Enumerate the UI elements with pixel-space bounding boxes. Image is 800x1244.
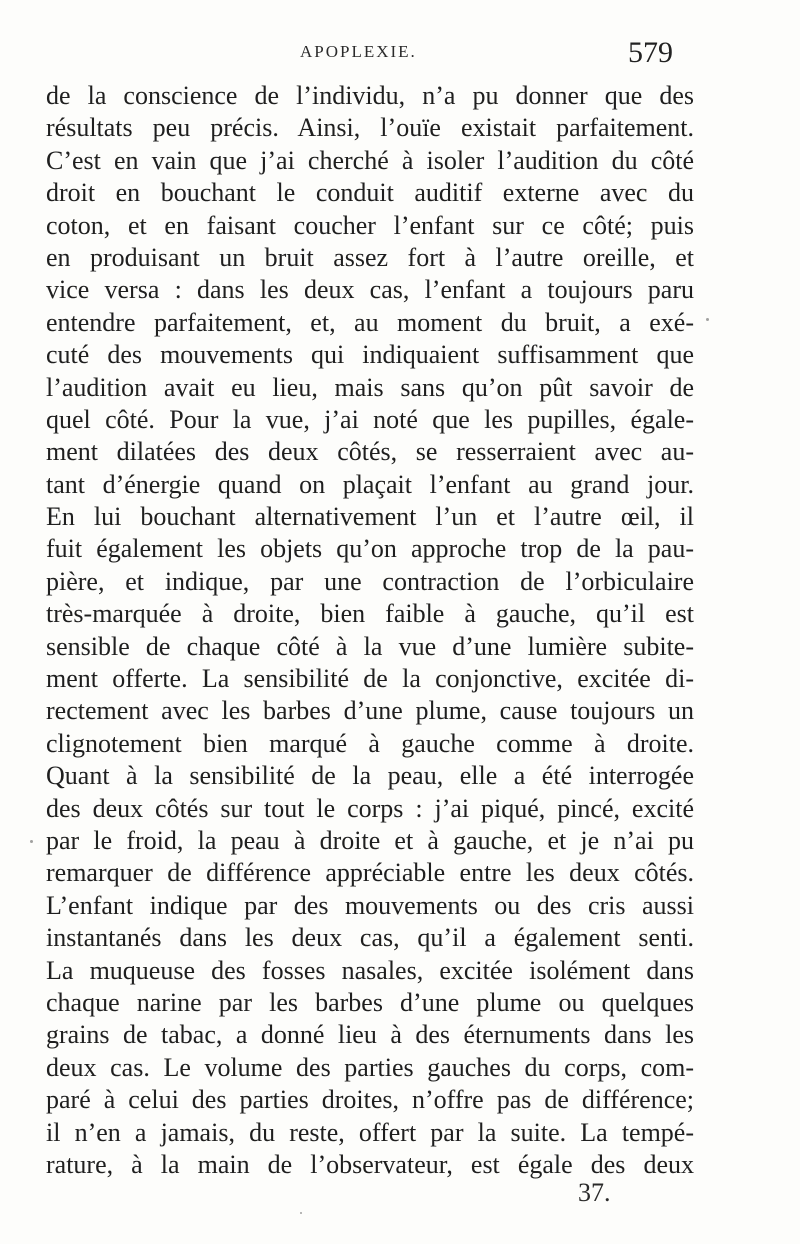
- text-line: rectement avec les barbes d’une plume, cause toujours un: [46, 696, 694, 726]
- text-line: des deux côtés sur tout le corps : j’ai piqué, pincé, excité: [46, 793, 694, 823]
- print-speck: [300, 1212, 302, 1214]
- text-line: L’enfant indique par des mouvements ou des cris aussi: [46, 890, 694, 920]
- text-line: Quant à la sensibilité de la peau, elle a été interrogée: [46, 761, 694, 791]
- text-line: La muqueuse des fosses nasales, excitée isolément dans: [46, 955, 694, 985]
- print-speck: [706, 318, 709, 321]
- text-line: l’audition avait eu lieu, mais sans qu’on pût savoir de: [46, 372, 694, 402]
- text-line: C’est en vain que j’ai cherché à isoler l’audition du côté: [46, 145, 694, 175]
- text-line: par le froid, la peau à droite et à gauche, et je n’ai pu: [46, 825, 694, 855]
- text-line: paré à celui des parties droites, n’offre pas de différence;: [46, 1085, 694, 1115]
- text-line: ment dilatées des deux côtés, se resserraient avec au-: [46, 437, 694, 467]
- text-line: entendre parfaitement, et, au moment du bruit, a exé-: [46, 307, 694, 337]
- text-line: en produisant un bruit assez fort à l’autre oreille, et: [46, 242, 694, 272]
- text-line: chaque narine par les barbes d’une plume ou quelques: [46, 987, 694, 1017]
- print-speck: [30, 840, 33, 843]
- text-line: résultats peu précis. Ainsi, l’ouïe existait parfaitement.: [46, 113, 694, 143]
- text-line: En lui bouchant alternativement l’un et l’autre œil, il: [46, 502, 694, 532]
- text-line: grains de tabac, a donné lieu à des éternuments dans les: [46, 1020, 694, 1050]
- text-line: instantanés dans les deux cas, qu’il a également senti.: [46, 923, 694, 953]
- text-line: tant d’énergie quand on plaçait l’enfant au grand jour.: [46, 469, 694, 499]
- text-line: il n’en a jamais, du reste, offert par la suite. La tempé-: [46, 1117, 694, 1147]
- text-line: ment offerte. La sensibilité de la conjonctive, excitée di-: [46, 664, 694, 694]
- running-title: APOPLEXIE.: [300, 42, 417, 61]
- text-line: fuit également les objets qu’on approche trop de la pau-: [46, 534, 694, 564]
- text-line: quel côté. Pour la vue, j’ai noté que les pupilles, égale-: [46, 404, 694, 434]
- text-line: clignotement bien marqué à gauche comme à droite.: [46, 728, 694, 758]
- text-line: vice versa : dans les deux cas, l’enfant a toujours paru: [46, 275, 694, 305]
- body-text: [46, 80, 694, 1181]
- text-line: cuté des mouvements qui indiquaient suffisamment que: [46, 340, 694, 370]
- text-line: de la conscience de l’individu, n’a pu donner que des: [46, 81, 694, 110]
- text-line: rature, à la main de l’observateur, est égale des deux: [46, 1149, 694, 1179]
- signature-mark: 37.: [578, 1178, 611, 1207]
- page-number: 579: [628, 36, 673, 69]
- text-line: remarquer de différence appréciable entre les deux côtés.: [46, 858, 694, 888]
- text-line: droit en bouchant le conduit auditif externe avec du: [46, 178, 694, 208]
- text-line: pière, et indique, par une contraction de l’orbiculaire: [46, 566, 694, 596]
- text-line: très-marquée à droite, bien faible à gauche, qu’il est: [46, 599, 694, 629]
- text-line: sensible de chaque côté à la vue d’une lumière subite-: [46, 631, 694, 661]
- text-line: deux cas. Le volume des parties gauches du corps, com-: [46, 1052, 694, 1082]
- running-head: [0, 36, 800, 76]
- text-line: coton, et en faisant coucher l’enfant sur ce côté; puis: [46, 210, 694, 240]
